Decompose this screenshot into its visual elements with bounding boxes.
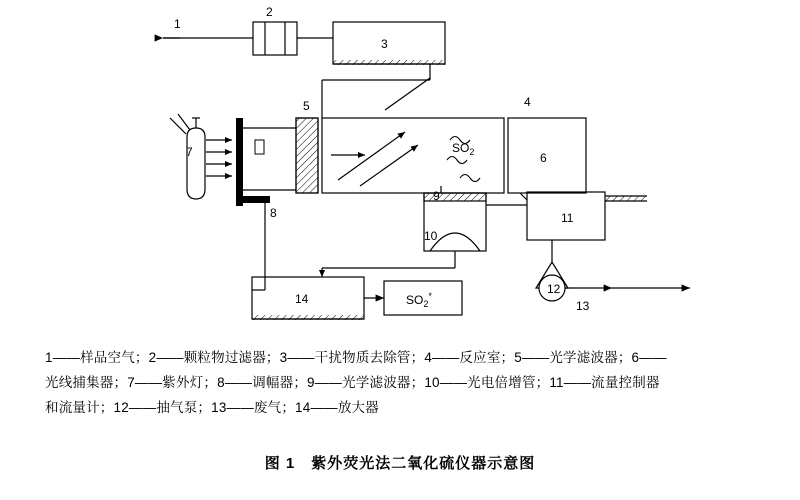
label-3: 3 bbox=[381, 37, 388, 51]
label-10: 10 bbox=[424, 229, 438, 243]
figure-caption: 图 1 紫外荧光法二氧化硫仪器示意图 bbox=[264, 455, 536, 472]
label-11: 11 bbox=[561, 211, 574, 225]
label-9: 9 bbox=[433, 189, 440, 203]
label-14: 14 bbox=[295, 292, 309, 306]
label-12: 12 bbox=[547, 282, 561, 296]
label-2: 2 bbox=[266, 5, 273, 19]
label-1: 1 bbox=[174, 17, 181, 31]
legend-block bbox=[45, 345, 760, 420]
so2-label: $SO_2$ bbox=[452, 141, 475, 157]
legend-line: 和流量计；12——抽气泵；13——废气；14——放大器 bbox=[45, 400, 379, 415]
label-4: 4 bbox=[524, 95, 531, 109]
legend-line: 光线捕集器；7——紫外灯；8——调幅器；9——光学滤波器；10——光电倍增管；11——流量控制器 bbox=[45, 375, 660, 390]
label-8: 8 bbox=[270, 206, 277, 220]
label-5: 5 bbox=[303, 99, 310, 113]
label-13: 13 bbox=[576, 299, 590, 313]
label-6: 6 bbox=[540, 151, 547, 165]
legend-line: 1——样品空气；2——颗粒物过滤器；3——干扰物质去除管；4——反应室；5——光学滤波器；6—— bbox=[45, 350, 667, 365]
so2-excited-label: $SO_2^*$ bbox=[406, 291, 432, 309]
label-7: 7 bbox=[186, 145, 193, 159]
